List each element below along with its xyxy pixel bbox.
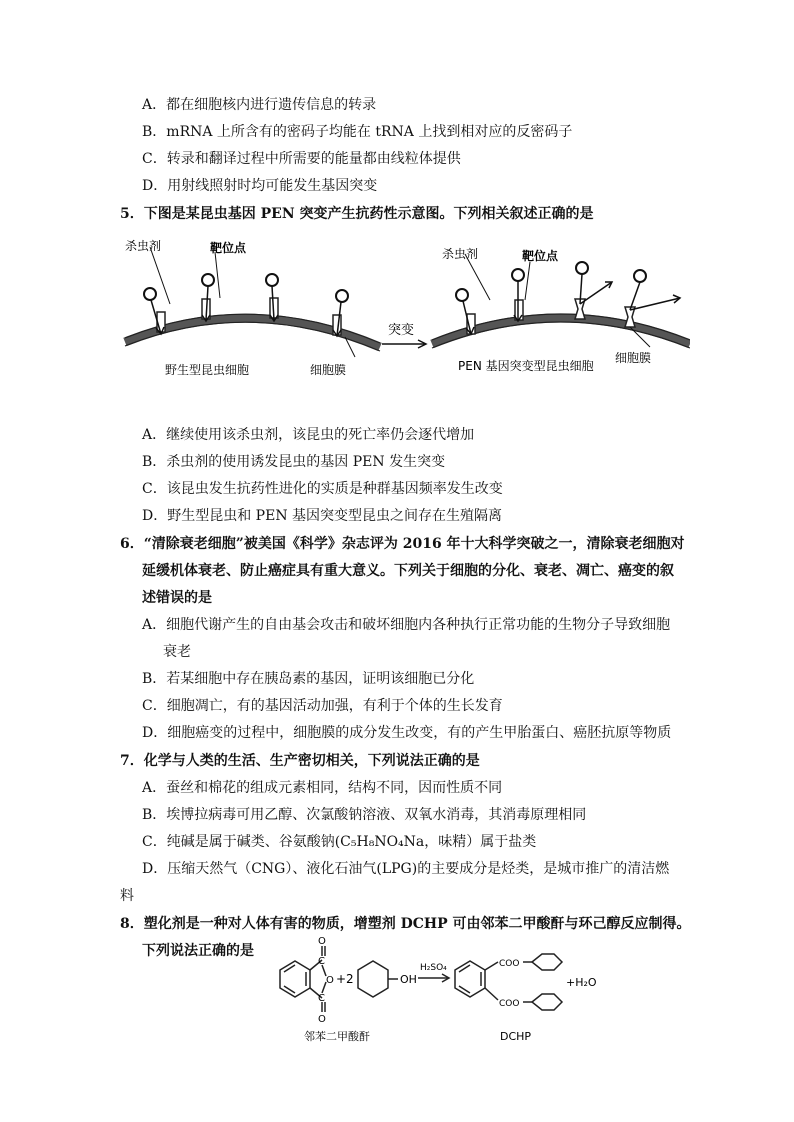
left-target-pointer — [215, 252, 220, 298]
anhydride-oxygen-2: O — [318, 1014, 326, 1025]
anhydride-carbon-2: C — [318, 993, 325, 1004]
coefficient-plus-2: +2 — [336, 972, 354, 986]
q7-stem: 7．化学与人类的生活、生产密切相关，下列说法正确的是 — [120, 753, 480, 769]
right-insecticide-label: 杀虫剂 — [442, 247, 479, 261]
q5-option-d: D．野生型昆虫和 PEN 基因突变型昆虫之间存在生殖隔离 — [142, 508, 503, 524]
q4-option-b: B．mRNA 上所含有的密码子均能在 tRNA 上找到相对应的反密码子 — [142, 124, 573, 140]
right-target-label: 靶位点 — [522, 249, 559, 263]
reactant-name: 邻苯二甲酸酐 — [304, 1030, 370, 1043]
q6-stem-line-1: 6．“清除衰老细胞”被美国《科学》杂志评为 2016 年十大科学突破之一，清除衰老细胞对 — [120, 536, 685, 552]
q5-mutation-figure — [120, 232, 690, 392]
q4-option-c: C．转录和翻译过程中所需要的能量都由线粒体提供 — [142, 151, 461, 167]
q7-option-c: C．纯碱是属于碱类、谷氨酸钠(C₅H₈NO₄Na，味精）属于盐类 — [142, 834, 537, 850]
q6-option-a-cont: 衰老 — [163, 644, 191, 660]
q6-stem-line-2: 延缓机体衰老、防止癌症具有重大意义。下列关于细胞的分化、衰老、凋亡、癌变的叙 — [142, 563, 674, 579]
q8-stem-line-1: 8．塑化剂是一种对人体有害的物质，增塑剂 DCHP 可由邻苯二甲酸酐与环己醇反应制得。 — [120, 916, 691, 932]
q6-option-d: D．细胞癌变的过程中，细胞膜的成分发生改变，有的产生甲胎蛋白、癌胚抗原等物质 — [142, 725, 672, 741]
right-insecticide-molecules — [456, 262, 646, 301]
q6-option-b: B．若某细胞中存在胰岛素的基因，证明该细胞已分化 — [142, 671, 475, 687]
left-insecticide-molecules — [144, 274, 348, 302]
dchp-ester-1: COO — [499, 959, 520, 969]
left-target-label: 靶位点 — [210, 241, 247, 255]
right-membrane-label: 细胞膜 — [615, 351, 652, 365]
anhydride-oxygen-1: O — [318, 936, 326, 947]
right-cell-label: PEN 基因突变型昆虫细胞 — [458, 359, 594, 373]
q5-option-b: B．杀虫剂的使用诱发昆虫的基因 PEN 发生突变 — [142, 454, 446, 470]
water-product: +H₂O — [566, 976, 597, 989]
q8-stem-line-2: 下列说法正确的是 — [142, 943, 254, 959]
q7-option-b: B．埃博拉病毒可用乙醇、次氯酸钠溶液、双氧水消毒，其消毒原理相同 — [142, 807, 587, 823]
q5-stem: 5．下图是某昆虫基因 PEN 突变产生抗药性示意图。下列相关叙述正确的是 — [120, 206, 594, 222]
q5-option-c: C．该昆虫发生抗药性进化的实质是种群基因频率发生改变 — [142, 481, 503, 497]
hydroxyl-label: OH — [400, 973, 417, 986]
mutation-label: 突变 — [388, 323, 415, 338]
q7-option-d-cont: 料 — [120, 888, 134, 904]
q7-option-a: A．蚕丝和棉花的组成元素相同，结构不同，因而性质不同 — [142, 780, 503, 796]
left-cell-label: 野生型昆虫细胞 — [165, 363, 250, 377]
left-insecticide-label: 杀虫剂 — [125, 239, 162, 253]
anhydride-carbon-1: C — [318, 956, 325, 967]
q6-stem-line-3: 述错误的是 — [142, 590, 212, 606]
catalyst-label: H₂SO₄ — [420, 963, 447, 973]
dchp-ester-2: COO — [499, 999, 520, 1009]
q5-option-a: A．继续使用该杀虫剂，该昆虫的死亡率仍会逐代增加 — [142, 427, 475, 443]
left-membrane-label: 细胞膜 — [310, 363, 347, 377]
q4-option-d: D．用射线照射时均可能发生基因突变 — [142, 178, 378, 194]
anhydride-ring-oxygen: O — [326, 975, 334, 986]
product-name: DCHP — [500, 1030, 532, 1043]
q6-option-a: A．细胞代谢产生的自由基会攻击和破坏细胞内各种执行正常功能的生物分子导致细胞 — [142, 617, 671, 633]
q8-reaction-scheme — [270, 930, 600, 1050]
cyclohexanol-ring — [358, 961, 388, 997]
q4-option-a: A．都在细胞核内进行遗传信息的转录 — [142, 97, 377, 113]
right-target-pointer — [525, 262, 530, 300]
q6-option-c: C．细胞凋亡，有的基因活动加强，有利于个体的生长发育 — [142, 698, 503, 714]
q7-option-d: D．压缩天然气（CNG）、液化石油气(LPG)的主要成分是烃类，是城市推广的清洁燃 — [142, 861, 670, 877]
